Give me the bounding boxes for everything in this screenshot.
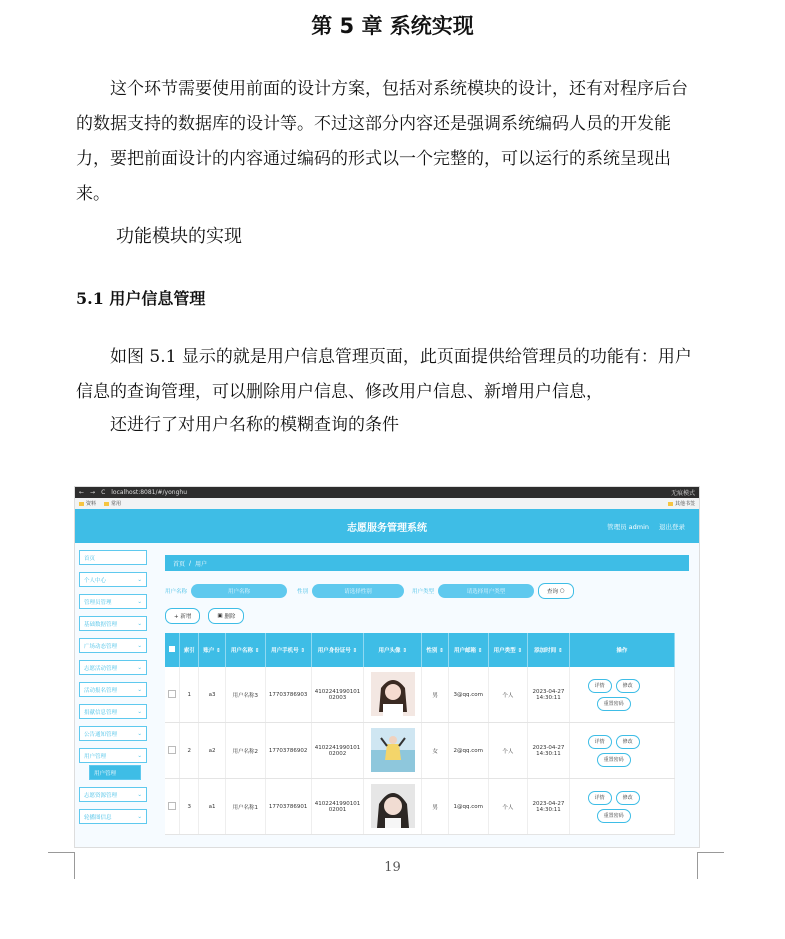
sidebar-item	[79, 748, 147, 763]
back-icon: ←	[79, 489, 85, 496]
sidebar-item	[79, 638, 147, 653]
table-cell-idcard: 410224199010102003	[311, 667, 364, 723]
avatar	[371, 672, 415, 716]
sidebar-item	[79, 616, 147, 631]
sidebar-item-label: 公告通知管理	[84, 731, 118, 738]
breadcrumb	[165, 555, 689, 571]
table-cell-time: 2023-04-27 14:30:11	[528, 667, 569, 723]
bookmark-bar	[75, 498, 699, 509]
table-cell-ops	[569, 667, 674, 723]
folder-icon	[79, 502, 84, 506]
chevron-down-icon: ⌄	[137, 620, 142, 627]
bookmark-item: 常用	[104, 500, 121, 507]
chevron-down-icon: ⌄	[137, 752, 142, 759]
table-cell-index: 3	[180, 779, 199, 835]
browser-bar	[75, 487, 699, 498]
column-header: 用户身份证号 ⇕	[311, 633, 364, 667]
edit-button: 修改	[616, 735, 640, 749]
reload-icon: C	[101, 489, 106, 496]
table-row	[165, 667, 675, 723]
app-title: 志愿服务管理系统	[347, 522, 427, 534]
table-cell-account: a3	[199, 667, 226, 723]
bookmark-item: 资料	[79, 500, 96, 507]
table-cell-gender: 男	[422, 667, 449, 723]
sidebar-item-label: 管理员管理	[84, 599, 112, 606]
avatar	[371, 784, 415, 828]
sidebar-item	[79, 726, 147, 741]
table-cell-email: 2@qq.com	[448, 723, 488, 779]
chevron-down-icon: ⌄	[137, 664, 142, 671]
section-title: 5.1 用户信息管理	[76, 289, 206, 308]
breadcrumb-item: 用户	[195, 560, 208, 568]
detail-button: 详情	[588, 791, 612, 805]
table-cell-account: a1	[199, 779, 226, 835]
add-button: + 新增	[165, 608, 200, 624]
table-cell-idcard: 410224199010102002	[311, 723, 364, 779]
detail-button: 详情	[588, 735, 612, 749]
table-cell-email: 1@qq.com	[448, 779, 488, 835]
column-header: 操作	[569, 633, 674, 667]
gender-select: 请选择性别	[312, 584, 404, 598]
table-cell-email: 3@qq.com	[448, 667, 488, 723]
table-row	[165, 723, 675, 779]
sidebar-item-label: 个人中心	[84, 577, 107, 584]
checkbox-icon	[169, 646, 175, 652]
row-select-cell	[165, 779, 180, 835]
type-filter-label: 用户类型	[412, 589, 435, 595]
folder-icon	[668, 502, 673, 506]
action-bar	[165, 608, 689, 624]
column-header: 用户邮箱 ⇕	[448, 633, 488, 667]
column-header: 用户手机号 ⇕	[265, 633, 311, 667]
table-cell-name: 用户名称2	[225, 723, 265, 779]
table-cell-avatar	[364, 667, 422, 723]
table-cell-account: a2	[199, 723, 226, 779]
bookmark-other: 其他书签	[668, 500, 695, 507]
sidebar-item	[79, 787, 147, 802]
delete-button: ▣ 删除	[208, 608, 244, 624]
reset-button: 重置密码	[597, 697, 631, 711]
page-number: 19	[384, 860, 401, 875]
main-content	[165, 555, 689, 847]
sidebar-item-label: 活动报名管理	[84, 687, 118, 694]
table-cell-idcard: 410224199010102001	[311, 779, 364, 835]
search-icon: ○	[559, 588, 565, 594]
column-header: 添加时间 ⇕	[528, 633, 569, 667]
sidebar-item-label: 用户管理	[84, 753, 107, 760]
table-cell-gender: 女	[422, 723, 449, 779]
sidebar-item	[79, 594, 147, 609]
avatar	[371, 728, 415, 772]
sidebar-item	[79, 572, 147, 587]
checkbox-icon	[168, 690, 176, 698]
logout-link: 退出登录	[659, 522, 685, 531]
sidebar-item-label: 轮播图信息	[84, 814, 112, 821]
column-header: 性别 ⇕	[422, 633, 449, 667]
table-cell-time: 2023-04-27 14:30:11	[528, 779, 569, 835]
column-header: 用户头像 ⇕	[364, 633, 422, 667]
subheading: 功能模块的实现	[116, 226, 242, 247]
query-button: 查询 ○	[538, 583, 574, 599]
table-cell-index: 2	[180, 723, 199, 779]
table-cell-ops	[569, 723, 674, 779]
table-row	[165, 779, 675, 835]
section-paragraph-2: 还进行了对用户名称的模糊查询的条件	[110, 415, 399, 435]
trash-icon: ▣	[217, 613, 223, 619]
chevron-down-icon: ⌄	[137, 730, 142, 737]
table-cell-gender: 男	[422, 779, 449, 835]
table-cell-ops	[569, 779, 674, 835]
select-all-header	[165, 633, 180, 667]
breadcrumb-item: 首页	[173, 560, 186, 568]
admin-label: 管理员 admin	[607, 522, 649, 531]
sidebar-item-label: 基础数据管理	[84, 621, 118, 628]
column-header: 用户名称 ⇕	[225, 633, 265, 667]
name-filter-label: 用户名称	[165, 589, 188, 595]
row-select-cell	[165, 667, 180, 723]
filter-bar	[165, 583, 689, 599]
sidebar-item-label: 首页	[84, 555, 96, 562]
chevron-down-icon: ⌄	[137, 791, 142, 798]
name-search-input: 用户名称	[191, 584, 287, 598]
app-header	[75, 509, 699, 543]
folder-icon	[104, 502, 109, 506]
column-header: 索引	[180, 633, 199, 667]
chevron-down-icon: ⌄	[137, 576, 142, 583]
table-cell-avatar	[364, 779, 422, 835]
type-select: 请选择用户类型	[438, 584, 534, 598]
section-paragraph: 如图 5.1 显示的就是用户信息管理页面，此页面提供给管理员的功能有：用户信息的查询管理，可以删除用户信息、修改用户信息、新增用户信息，	[76, 347, 692, 402]
column-header: 用户类型 ⇕	[488, 633, 528, 667]
sidebar-item	[79, 704, 147, 719]
chevron-down-icon: ⌄	[137, 708, 142, 715]
table-cell-phone: 17703786902	[265, 723, 311, 779]
edit-button: 修改	[616, 791, 640, 805]
chevron-down-icon: ⌄	[137, 813, 142, 820]
reset-button: 重置密码	[597, 753, 631, 767]
checkbox-icon	[168, 802, 176, 810]
forward-icon: →	[90, 489, 96, 496]
table-cell-avatar	[364, 723, 422, 779]
sidebar-item-label: 捐献信息管理	[84, 709, 118, 716]
gender-filter-label: 性别	[297, 589, 309, 595]
intro-paragraph: 这个环节需要使用前面的设计方案，包括对系统模块的设计，还有对程序后台的数据支持的数据库的设计等。不过这部分内容还是强调系统编码人员的开发能力，要把前面设计的内容通过编码的形式以一个完整的，可以运行的系统呈现出来。	[76, 79, 688, 204]
row-select-cell	[165, 723, 180, 779]
sidebar-item-label: 志愿资源管理	[84, 792, 118, 799]
sidebar-item	[79, 660, 147, 675]
chevron-down-icon: ⌄	[137, 598, 142, 605]
incognito-label: 无痕模式	[670, 490, 695, 497]
table-cell-phone: 17703786901	[265, 779, 311, 835]
sidebar	[75, 543, 155, 847]
column-header: 账户 ⇕	[199, 633, 226, 667]
sidebar-item	[79, 809, 147, 824]
table-cell-type: 个人	[488, 779, 528, 835]
chapter-title: 第 5 章 系统实现	[311, 14, 474, 38]
reset-button: 重置密码	[597, 809, 631, 823]
chevron-down-icon: ⌄	[137, 642, 142, 649]
table-cell-type: 个人	[488, 667, 528, 723]
sidebar-item-label: 志愿活动管理	[84, 665, 118, 672]
sidebar-item	[79, 682, 147, 697]
table-cell-name: 用户名称1	[225, 779, 265, 835]
edit-button: 修改	[616, 679, 640, 693]
sidebar-item-label: 广场动态管理	[84, 643, 118, 650]
url-text: localhost:8081/#/yonghu	[111, 489, 187, 496]
table-cell-name: 用户名称3	[225, 667, 265, 723]
sidebar-item	[79, 550, 147, 565]
user-table	[165, 633, 675, 835]
table-cell-index: 1	[180, 667, 199, 723]
detail-button: 详情	[588, 679, 612, 693]
table-cell-type: 个人	[488, 723, 528, 779]
table-cell-time: 2023-04-27 14:30:11	[528, 723, 569, 779]
sidebar-subitem-active: 用户管理	[89, 765, 141, 780]
breadcrumb-sep: /	[189, 559, 192, 567]
chevron-down-icon: ⌄	[137, 686, 142, 693]
checkbox-icon	[168, 746, 176, 754]
table-cell-phone: 17703786903	[265, 667, 311, 723]
embedded-screenshot	[74, 486, 700, 848]
